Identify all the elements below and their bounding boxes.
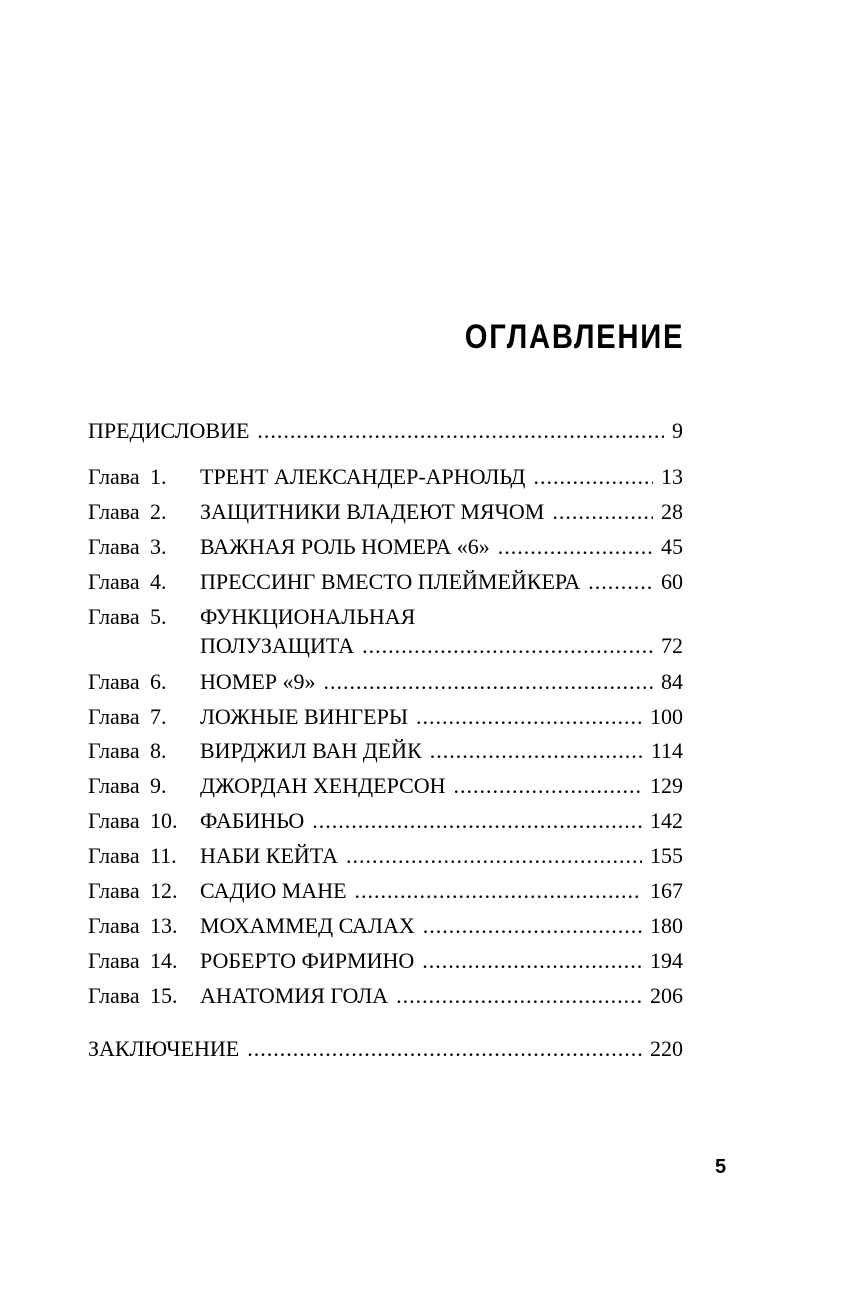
entry-title: ФУНКЦИОНАЛЬНАЯ — [200, 604, 416, 629]
toc-entry-chapter-5-continued[interactable] — [88, 631, 683, 661]
dot-leader — [454, 771, 642, 801]
entry-page: 84 — [661, 669, 683, 694]
entry-title-continued: ПОЛУЗАЩИТА — [200, 633, 355, 658]
entry-page: 60 — [661, 569, 683, 594]
chapter-label: Глава — [88, 669, 140, 694]
chapter-label: Глава — [88, 534, 140, 559]
page-number: 5 — [715, 1156, 727, 1178]
entry-title: ВАЖНАЯ РОЛЬ НОМЕРА «6» — [200, 534, 490, 559]
chapter-number: 5. — [150, 604, 167, 629]
chapter-label: Глава — [88, 983, 140, 1008]
toc-entry-chapter-4[interactable] — [88, 567, 683, 597]
chapter-label: Глава — [88, 948, 140, 973]
entry-title: НАБИ КЕЙТА — [200, 843, 339, 868]
dot-leader — [355, 876, 642, 906]
toc-entry-preface[interactable] — [88, 416, 683, 446]
chapter-label: Глава — [88, 464, 140, 489]
entry-page: 100 — [650, 704, 683, 729]
dot-leader — [533, 462, 653, 492]
chapter-number: 12. — [150, 878, 178, 903]
entry-page: 155 — [650, 843, 683, 868]
dot-leader — [257, 416, 664, 446]
dot-leader — [247, 1034, 642, 1064]
dot-leader — [416, 702, 642, 732]
toc-entry-chapter-8[interactable] — [88, 736, 683, 766]
entry-page: 28 — [661, 499, 683, 524]
entry-title: САДИО МАНЕ — [200, 878, 347, 903]
page-title: ОГЛАВЛЕНИЕ — [464, 318, 684, 356]
chapter-label: Глава — [88, 808, 140, 833]
entry-page: 180 — [650, 913, 683, 938]
chapter-label: Глава — [88, 499, 140, 524]
entry-title: ЗАКЛЮЧЕНИЕ — [88, 1036, 240, 1061]
chapter-number: 13. — [150, 913, 178, 938]
chapter-label: Глава — [88, 704, 140, 729]
entry-title: РОБЕРТО ФИРМИНО — [200, 948, 415, 973]
toc-entry-chapter-1[interactable] — [88, 462, 683, 492]
dot-leader — [312, 806, 642, 836]
chapter-number: 14. — [150, 948, 178, 973]
toc-entry-chapter-13[interactable] — [88, 911, 683, 941]
entry-page: 13 — [661, 464, 683, 489]
toc-entry-chapter-10[interactable] — [88, 806, 683, 836]
dot-leader — [552, 497, 653, 527]
entry-title: ЗАЩИТНИКИ ВЛАДЕЮТ МЯЧОМ — [200, 499, 545, 524]
chapter-number: 8. — [150, 738, 167, 763]
chapter-number: 7. — [150, 704, 167, 729]
chapter-number: 9. — [150, 773, 167, 798]
chapter-label: Глава — [88, 843, 140, 868]
toc-entry-chapter-14[interactable] — [88, 946, 683, 976]
toc-entry-chapter-5[interactable] — [88, 602, 683, 632]
dot-leader — [324, 667, 653, 697]
dot-leader — [498, 532, 653, 562]
chapter-number: 2. — [150, 499, 167, 524]
toc-entry-chapter-6[interactable] — [88, 667, 683, 697]
dot-leader — [396, 981, 642, 1011]
chapter-number: 3. — [150, 534, 167, 559]
dot-leader — [346, 841, 642, 871]
toc-entry-chapter-9[interactable] — [88, 771, 683, 801]
toc-entry-chapter-2[interactable] — [88, 497, 683, 527]
toc-entry-chapter-7[interactable] — [88, 702, 683, 732]
toc-entry-conclusion[interactable] — [88, 1034, 683, 1064]
chapter-number: 4. — [150, 569, 167, 594]
entry-page: 129 — [650, 773, 683, 798]
entry-page: 72 — [661, 633, 683, 658]
entry-page: 167 — [650, 878, 683, 903]
dot-leader — [362, 631, 653, 661]
entry-title: ФАБИНЬО — [200, 808, 305, 833]
chapter-label: Глава — [88, 604, 140, 629]
chapter-number: 11. — [150, 843, 177, 868]
chapter-label: Глава — [88, 569, 140, 594]
entry-title: ВИРДЖИЛ ВАН ДЕЙК — [200, 738, 422, 763]
chapter-number: 1. — [150, 464, 167, 489]
entry-page: 114 — [650, 738, 683, 763]
dot-leader — [430, 736, 643, 766]
chapter-label: Глава — [88, 878, 140, 903]
entry-page: 142 — [650, 808, 683, 833]
toc-entry-chapter-15[interactable] — [88, 981, 683, 1011]
chapter-number: 6. — [150, 669, 167, 694]
dot-leader — [588, 567, 653, 597]
dot-leader — [423, 911, 642, 941]
chapter-label: Глава — [88, 738, 140, 763]
entry-title: ДЖОРДАН ХЕНДЕРСОН — [200, 773, 446, 798]
entry-page: 220 — [650, 1036, 683, 1061]
entry-title: ЛОЖНЫЕ ВИНГЕРЫ — [200, 704, 409, 729]
entry-page: 45 — [661, 534, 683, 559]
chapter-label: Глава — [88, 913, 140, 938]
chapter-label: Глава — [88, 773, 140, 798]
toc-entry-chapter-12[interactable] — [88, 876, 683, 906]
toc-entry-chapter-11[interactable] — [88, 841, 683, 871]
entry-page: 194 — [650, 948, 683, 973]
entry-title: ТРЕНТ АЛЕКСАНДЕР-АРНОЛЬД — [200, 464, 526, 489]
toc-entry-chapter-3[interactable] — [88, 532, 683, 562]
dot-leader — [422, 946, 642, 976]
entry-page: 9 — [672, 418, 683, 443]
entry-title: НОМЕР «9» — [200, 669, 316, 694]
entry-title: ПРЕДИСЛОВИЕ — [88, 418, 250, 443]
entry-page: 206 — [650, 983, 683, 1008]
entry-title: МОХАММЕД САЛАХ — [200, 913, 415, 938]
entry-title: ПРЕССИНГ ВМЕСТО ПЛЕЙМЕЙКЕРА — [200, 569, 581, 594]
chapter-number: 15. — [150, 983, 178, 1008]
entry-title: АНАТОМИЯ ГОЛА — [200, 983, 389, 1008]
chapter-number: 10. — [150, 808, 178, 833]
